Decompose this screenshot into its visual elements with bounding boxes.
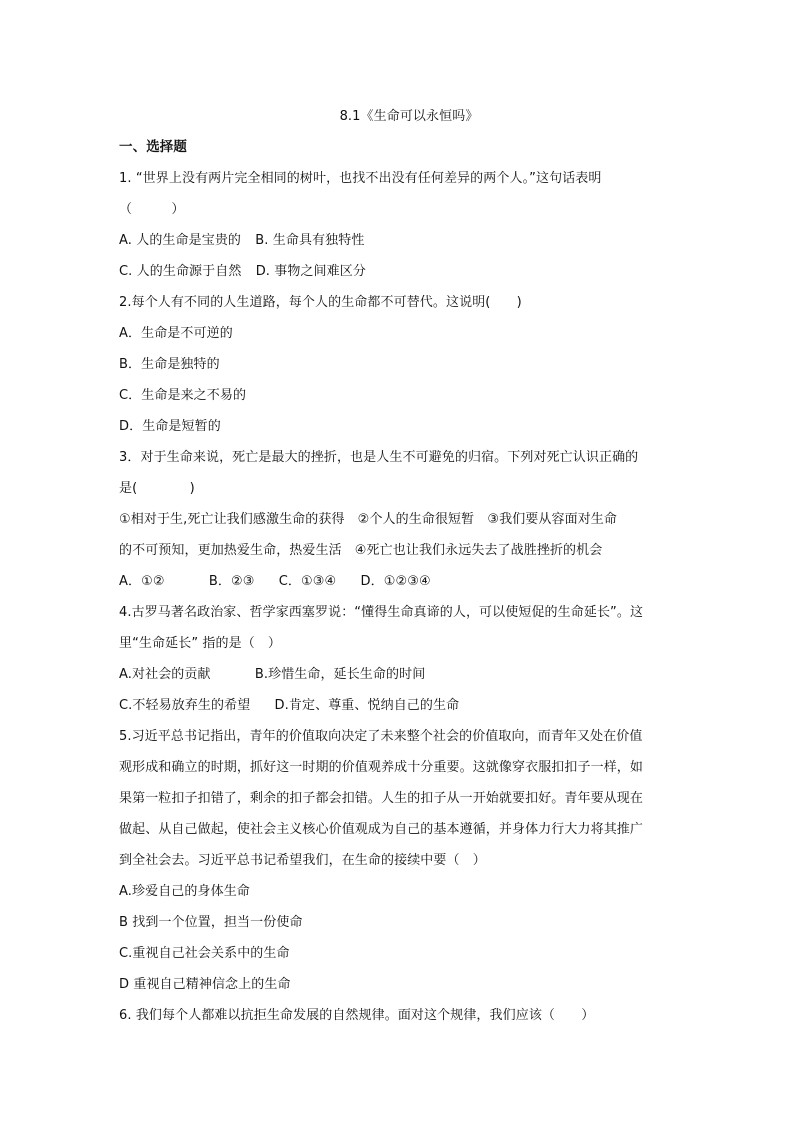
question-2-stem: 2.每个人有不同的人生道路，每个人的生命都不可替代。这说明( ) [119,295,522,310]
question-6-stem: 6. 我们每个人都难以抗拒生命发展的自然规律。面对这个规律，我们应该（ ） [119,1008,595,1023]
question-5-stem-line-2: 观形成和确立的时期，抓好这一时期的价值观养成十分重要。这就像穿衣服扣扣子一样，如 [119,760,644,775]
question-4-option-d: D.肯定、尊重、悦纳自己的生命 [274,698,460,713]
question-4 [119,597,679,721]
question-1-stem-line-2: （ ） [119,202,185,217]
question-4-stem-line-1: 4.古罗马著名政治家、哲学家西塞罗说：“懂得生命真谛的人，可以使短促的生命延长”。这 [119,605,644,620]
document-content [119,101,679,1031]
question-2 [119,287,679,442]
question-5-option-d: D 重视自己精神信念上的生命 [119,977,291,992]
question-5-stem-line-1: 5.习近平总书记指出，青年的价值取向决定了未来整个社会的价值取向，而青年又处在价值 [119,729,643,744]
question-3-stem-line-2: 是( ) [119,481,195,496]
question-3 [119,442,679,597]
question-5-option-b: B 找到一个位置，担当一份使命 [119,915,303,930]
question-1 [119,163,679,287]
question-4-option-b: B.珍惜生命，延长生命的时间 [254,667,426,682]
question-5-option-c: C.重视自己社会关系中的生命 [119,946,290,961]
question-4-option-a: A.对社会的贡献 [119,667,211,682]
question-4-stem-line-2: 里“生命延长” 指的是（ ） [119,636,282,651]
question-1-options-row-1 [119,225,679,256]
question-5-stem-line-3: 果第一粒扣子扣错了，剩余的扣子都会扣错。人生的扣子从一开始就要扣好。青年要从现在 [119,791,644,806]
question-1-option-b: B. 生命具有独特性 [255,233,365,248]
question-3-items-line-2: 的不可预知，更加热爱生命，热爱生活 ④死亡也让我们永远失去了战胜挫折的机会 [119,543,603,558]
question-2-option-b: B．生命是独特的 [119,357,220,372]
question-3-option-a: A．①② [119,574,165,589]
page-title: 8.1《生命可以永恒吗》 [339,109,479,124]
question-1-option-c: C. 人的生命源于自然 [119,264,242,279]
question-1-option-d: D. 事物之间难区分 [255,264,366,279]
question-5-stem-line-4: 做起、从自己做起，使社会主义核心价值观成为自己的基本遵循，并身体力行大力将其推广 [119,822,644,837]
question-1-option-a: A. 人的生命是宝贵的 [119,233,242,248]
question-3-option-c: C．①③④ [278,574,337,589]
question-3-option-d: D．①②③④ [360,574,431,589]
question-5-stem-line-5: 到全社会去。习近平总书记希望我们，在生命的接续中要（ ） [119,853,486,868]
question-2-option-d: D．生命是短暂的 [119,419,221,434]
question-2-option-a: A．生命是不可逆的 [119,326,233,341]
question-2-option-c: C．生命是来之不易的 [119,388,247,403]
question-5-option-a: A.珍爱自己的身体生命 [119,884,250,899]
question-3-option-b: B．②③ [208,574,255,589]
question-6 [119,1000,679,1031]
section-heading: 一、选择题 [119,139,187,155]
question-3-options-row [119,566,679,597]
question-1-options-row-2 [119,256,679,287]
question-3-items-line-1: ①相对于生,死亡让我们感激生命的获得 ②个人的生命很短暂 ③我们要从容面对生命 [119,512,617,527]
question-4-option-c: C.不轻易放弃生的希望 [119,698,251,713]
question-1-stem-line-1: 1. “世界上没有两片完全相同的树叶，也找不出没有任何差异的两个人。”这句话表明 [119,171,602,186]
question-3-stem-line-1: 3．对于生命来说，死亡是最大的挫折，也是人生不可避免的归宿。下列对死亡认识正确的 [119,450,639,465]
question-4-options-row-1 [119,659,679,690]
question-4-options-row-2 [119,690,679,721]
question-5 [119,721,679,1000]
